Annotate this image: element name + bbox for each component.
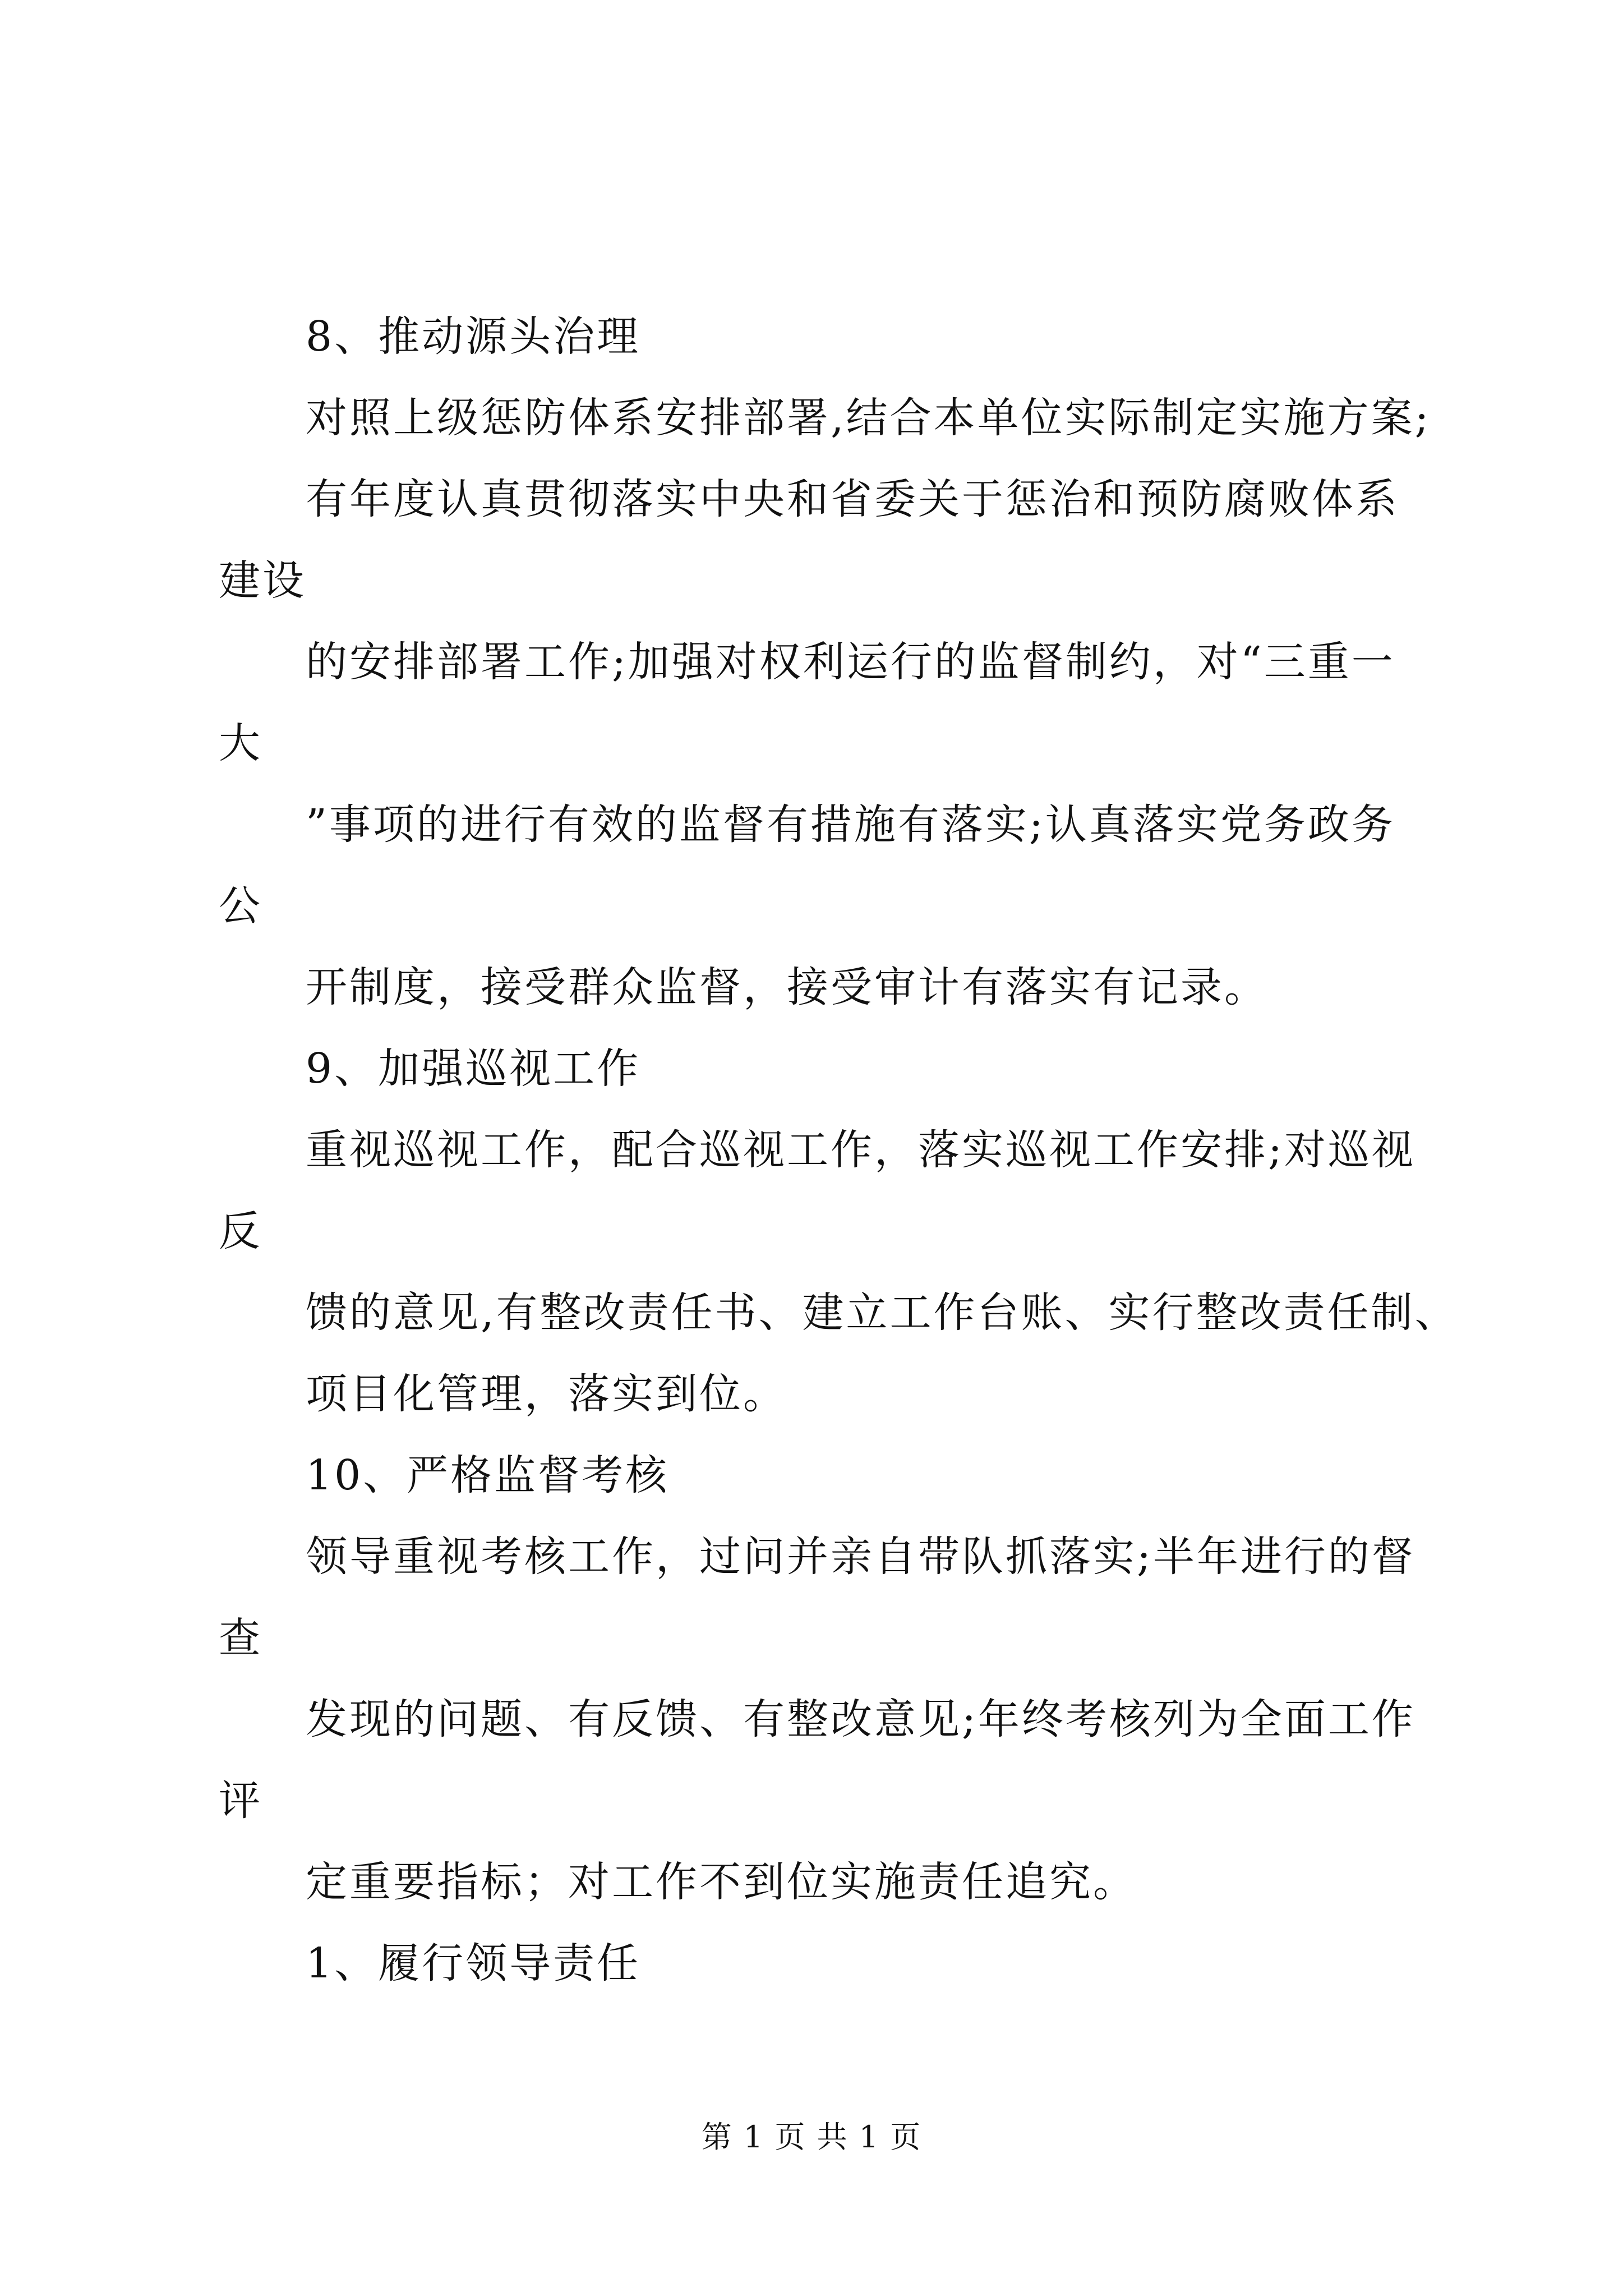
- paragraph-line: ”事项的进行有效的监督有措施有落实;认真落实党务政务: [306, 800, 1395, 849]
- paragraph-line: 对照上级惩防体系安排部署,结合本单位实际制定实施方案;: [306, 394, 1431, 442]
- page-footer: 第 1 页 共 1 页: [701, 2119, 922, 2155]
- paragraph-line: 查: [219, 1614, 262, 1662]
- paragraph-line: 领导重视考核工作，过问并亲自带队抓落实;半年进行的督: [306, 1533, 1415, 1581]
- paragraph-line: 公: [219, 882, 262, 930]
- paragraph-line: 评: [219, 1777, 262, 1825]
- paragraph-line: 有年度认真贯彻落实中央和省委关于惩治和预防腐败体系: [306, 475, 1399, 523]
- paragraph-line: 项目化管理，落实到位。: [306, 1370, 787, 1418]
- paragraph-line: 重视巡视工作，配合巡视工作，落实巡视工作安排;对巡视: [306, 1126, 1415, 1174]
- paragraph-line: 的安排部署工作;加强对权利运行的监督制约，对“三重一: [306, 638, 1395, 686]
- heading-8: 8、推动源头治理: [306, 312, 641, 361]
- paragraph-line: 反: [219, 1207, 262, 1255]
- paragraph-line: 大: [219, 719, 262, 767]
- paragraph-line: 馈的意见,有整改责任书、建立工作台账、实行整改责任制、: [306, 1289, 1459, 1337]
- paragraph-line: 定重要指标；对工作不到位实施责任追究。: [306, 1858, 1137, 1906]
- paragraph-line: 建设: [219, 556, 306, 605]
- heading-1: 1、履行领导责任: [306, 1939, 641, 1987]
- heading-9: 9、加强巡视工作: [306, 1045, 641, 1093]
- paragraph-line: 发现的问题、有反馈、有整改意见;年终考核列为全面工作: [306, 1695, 1415, 1743]
- paragraph-line: 开制度，接受群众监督，接受审计有落实有记录。: [306, 963, 1268, 1011]
- heading-10: 10、严格监督考核: [306, 1451, 670, 1499]
